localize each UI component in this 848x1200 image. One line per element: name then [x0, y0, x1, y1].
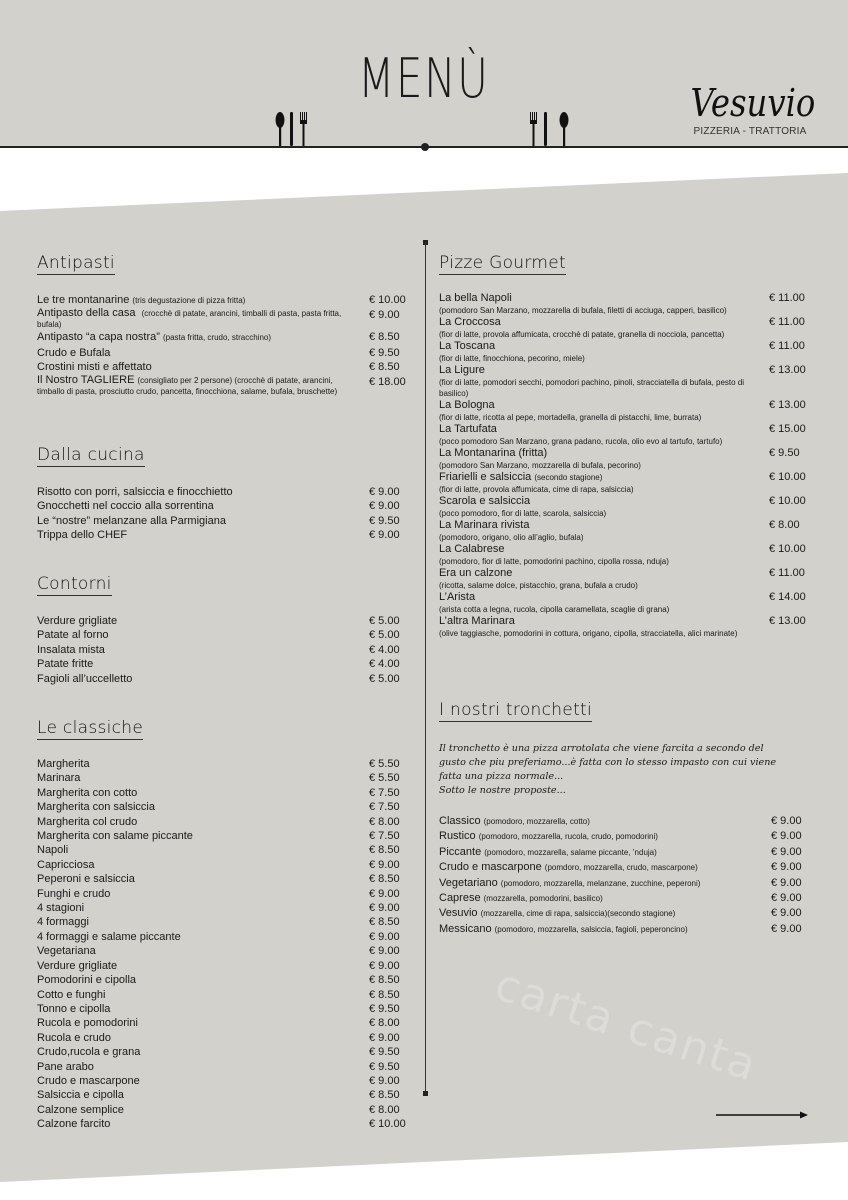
menu-item	[439, 829, 811, 844]
menu-item	[37, 1045, 409, 1059]
cutlery-left-icon	[272, 110, 318, 146]
item-price: € 9.50	[369, 514, 400, 527]
item-price: € 8.50	[369, 1089, 400, 1102]
item-name: Peperoni e salsiccia	[37, 873, 135, 886]
item-name: Le tre montanarine	[37, 294, 130, 306]
item-name: La Ligure	[439, 364, 485, 376]
item-name: 4 stagioni	[37, 902, 85, 915]
item-name: Funghi e crudo	[37, 887, 111, 900]
menu-item	[37, 1088, 409, 1102]
item-name: La Croccosa	[439, 316, 501, 328]
section-dalla-cucina	[37, 445, 409, 543]
section-title-pizze-gourmet: Pizze Gourmet	[439, 253, 566, 273]
item-name: Capricciosa	[37, 858, 95, 871]
menu-item	[37, 485, 409, 499]
item-name: Crudo e mascarpone	[37, 1074, 140, 1087]
item-ingredients: (pomodoro San Marzano, mozzarella di bufala, pecorino)	[439, 461, 641, 470]
item-name: Classico	[439, 815, 481, 827]
item-price: € 9.50	[769, 447, 800, 459]
item-price: € 8.00	[769, 519, 800, 531]
menu-item	[439, 860, 811, 875]
item-name: Salsiccia e cipolla	[37, 1089, 124, 1102]
menu-item	[37, 815, 409, 829]
item-name: Cotto e funghi	[37, 988, 106, 1001]
item-desc: (mozzarella, pomodorini, basilico)	[483, 894, 603, 904]
menu-item	[439, 814, 811, 829]
menu-item	[37, 1016, 409, 1030]
section-title-le-classiche: Le classiche	[37, 718, 144, 738]
page-title: MENÙ	[358, 47, 490, 110]
item-name: Margherita con salame piccante	[37, 830, 193, 843]
item-name: Patate fritte	[37, 658, 94, 671]
menu-item	[37, 858, 409, 872]
item-name: La bella Napoli	[439, 292, 512, 304]
menu-item	[37, 988, 409, 1002]
pizze-gourmet-list	[439, 292, 811, 639]
section-title-contorni: Contorni	[37, 574, 112, 594]
item-price: € 11.00	[769, 316, 805, 328]
item-name: Margherita col crudo	[37, 815, 138, 828]
section-title-dalla-cucina: Dalla cucina	[37, 445, 145, 465]
section-tronchetti	[439, 700, 811, 937]
section-contorni	[37, 574, 409, 686]
item-desc: (pomodoro, mozzarella, salame piccante, ’nduja)	[484, 847, 657, 857]
item-price: € 7.50	[369, 801, 400, 814]
item-ingredients: (fior di latte, pomodori secchi, pomodori pachino, pinoli, stracciatella di bufala, pesto di basilico)	[439, 378, 745, 398]
menu-item	[37, 293, 409, 308]
menu-item	[439, 891, 811, 906]
item-price: € 9.00	[771, 892, 802, 905]
menu-item	[439, 399, 811, 423]
item-ingredients: (fior di latte, provola affumicata, cime di rapa, salsiccia)	[439, 485, 634, 494]
menu-item	[37, 887, 409, 901]
menu-item	[37, 614, 409, 628]
menu-item	[439, 447, 811, 471]
item-name: Vesuvio	[439, 907, 478, 920]
menu-item	[37, 1060, 409, 1074]
item-name: Margherita con cotto	[37, 786, 138, 799]
item-name: Rustico	[439, 830, 476, 843]
menu-item	[439, 340, 811, 364]
item-price: € 9.50	[369, 1060, 400, 1073]
brand-name: Vesuvio	[690, 81, 816, 125]
menu-item	[439, 591, 811, 615]
item-name: Le “nostre” melanzane alla Parmigiana	[37, 514, 226, 527]
item-price: € 9.00	[771, 922, 802, 935]
item-name: Fagioli all’uccelletto	[37, 672, 133, 685]
menu-item	[37, 528, 409, 542]
item-name: Risotto con porri, salsiccia e finocchietto	[37, 486, 233, 498]
item-price: € 9.00	[771, 830, 802, 843]
menu-item	[37, 1031, 409, 1045]
menu-item	[37, 657, 409, 671]
divider-bottom-cap	[423, 1091, 428, 1096]
item-name: Crudo,rucola e grana	[37, 1046, 141, 1059]
item-price: € 8.50	[369, 916, 400, 929]
section-le-classiche	[37, 718, 409, 1132]
item-price: € 8.00	[369, 1017, 400, 1030]
item-price: € 5.00	[369, 615, 400, 627]
menu-item	[439, 906, 811, 921]
menu-item	[37, 1117, 409, 1131]
item-price: € 10.00	[769, 543, 806, 555]
item-price: € 5.50	[369, 772, 400, 785]
item-price: € 9.00	[771, 876, 802, 889]
menu-item	[439, 845, 811, 860]
menu-item	[37, 672, 409, 686]
item-note: (secondo stagione)	[534, 473, 603, 482]
item-price: € 9.00	[369, 930, 400, 943]
item-price: € 10.00	[369, 294, 406, 306]
brand-logo	[680, 81, 820, 137]
item-name: Vegetariana	[37, 945, 96, 958]
item-name: Antipasto della casa	[37, 307, 136, 320]
item-price: € 11.00	[769, 340, 805, 352]
item-name: La Bologna	[439, 399, 495, 411]
item-desc: (pomodoro, mozzarella, rucola, crudo, pomodorini)	[478, 832, 658, 842]
antipasti-list	[37, 293, 409, 397]
menu-item	[37, 1074, 409, 1088]
menu-item	[37, 1103, 409, 1117]
item-name: La Marinara rivista	[439, 519, 530, 531]
item-name: Margherita con salsiccia	[37, 801, 155, 814]
item-price: € 7.50	[369, 786, 400, 799]
dalla-cucina-list	[37, 485, 409, 543]
menu-item	[37, 843, 409, 857]
menu-item	[37, 757, 409, 771]
menu-item	[439, 615, 811, 639]
item-name: Caprese	[439, 892, 481, 905]
menu-item	[439, 471, 811, 495]
item-price: € 11.00	[769, 292, 805, 304]
item-name: La Calabrese	[439, 543, 505, 555]
item-name: Pomodorini e cipolla	[37, 974, 137, 987]
item-price: € 9.50	[369, 1002, 400, 1015]
item-name: La Tartufata	[439, 423, 497, 435]
item-price: € 9.00	[369, 902, 400, 915]
item-price: € 5.00	[369, 672, 400, 685]
menu-item	[439, 423, 811, 447]
item-name: Margherita	[37, 758, 90, 770]
item-name: 4 formaggi	[37, 916, 89, 929]
section-pizze-gourmet	[439, 253, 811, 639]
section-antipasti	[37, 253, 409, 397]
item-ingredients: (fior di latte, provola affumicata, crocchè di patate, granella di nocciola, pancetta)	[439, 330, 725, 339]
item-name: Antipasto “a capa nostra”	[37, 331, 160, 344]
menu-item	[37, 973, 409, 987]
menu-item	[37, 771, 409, 785]
item-desc: (pomodoro, mozzarella, cotto)	[483, 817, 590, 826]
menu-item	[37, 786, 409, 800]
item-name: Crudo e mascarpone	[439, 861, 542, 874]
tronchetti-intro-note: Sotto le nostre proposte...	[439, 785, 566, 796]
menu-item	[37, 360, 409, 374]
item-name: Calzone semplice	[37, 1103, 124, 1116]
item-name: La Montanarina (fritta)	[439, 447, 548, 459]
item-name: Verdure grigliate	[37, 615, 118, 627]
item-price: € 9.50	[369, 1046, 400, 1059]
item-price: € 13.00	[769, 364, 806, 376]
item-ingredients: (pomodoro, origano, olio all’aglio, bufala)	[439, 533, 584, 542]
item-name: Crudo e Bufala	[37, 346, 111, 359]
item-price: € 7.50	[369, 830, 400, 843]
item-desc: (crocchè di patate, arancini, timballi di pasta, pasta fritta, bufala)	[37, 309, 342, 330]
item-price: € 9.00	[369, 500, 400, 513]
item-price: € 8.50	[369, 844, 400, 857]
item-price: € 9.00	[369, 858, 400, 871]
item-desc: (tris degustazione di pizza fritta)	[132, 296, 246, 305]
item-price: € 9.00	[369, 309, 400, 322]
section-title-antipasti: Antipasti	[37, 253, 115, 273]
brand-subtitle: PIZZERIA - TRATTORIA	[693, 126, 807, 137]
item-price: € 8.50	[369, 331, 400, 344]
item-price: € 9.00	[369, 486, 400, 498]
item-price: € 5.50	[369, 758, 400, 770]
item-price: € 4.00	[369, 643, 400, 656]
menu-item	[37, 643, 409, 657]
menu-item	[439, 922, 811, 937]
tronchetti-list	[439, 814, 811, 937]
menu-item	[37, 514, 409, 528]
item-price: € 14.00	[769, 591, 806, 603]
item-name: L’Arista	[439, 591, 476, 603]
menu-item	[439, 292, 811, 316]
item-name: 4 formaggi e salame piccante	[37, 930, 181, 943]
item-price: € 8.50	[369, 873, 400, 886]
item-name: Trippa dello CHEF	[37, 529, 128, 542]
item-name: Scarola e salsiccia	[439, 495, 531, 507]
item-name: Calzone farcito	[37, 1118, 111, 1131]
item-name: Napoli	[37, 844, 69, 857]
item-price: € 11.00	[769, 567, 805, 579]
item-ingredients: (poco pomodoro San Marzano, grana padano, rucola, olio evo al tartufo, tartufo)	[439, 437, 723, 446]
section-title-tronchetti: I nostri tronchetti	[439, 700, 593, 720]
menu-item	[37, 330, 409, 345]
item-desc: (consigliato per 2 persone) (crocchè di patate, arancini, timballo di pasta, prosciutto crudo, pancetta, finocchiona, salame, bufala, bruschette)	[37, 375, 338, 396]
item-price: € 9.00	[369, 1031, 400, 1044]
item-desc: (pomdoro, mozzarella, crudo, mascarpone)	[544, 863, 698, 873]
next-page-arrow-icon[interactable]	[716, 1110, 808, 1120]
menu-item	[37, 829, 409, 843]
item-name: Rucola e crudo	[37, 1031, 111, 1044]
item-price: € 9.00	[369, 1074, 400, 1087]
item-name: Patate al forno	[37, 629, 109, 642]
item-price: € 9.00	[771, 907, 802, 920]
item-ingredients: (pomodoro San Marzano, mozzarella di bufala, filetti di acciuga, capperi, basilico)	[439, 306, 727, 315]
item-name: Pane arabo	[37, 1060, 94, 1073]
item-name: La Toscana	[439, 340, 496, 352]
item-price: € 10.00	[769, 471, 806, 483]
item-price: € 9.00	[771, 815, 802, 827]
item-name: L’altra Marinara	[439, 615, 515, 627]
item-price: € 9.00	[369, 529, 400, 542]
item-name: Crostini misti e affettato	[37, 361, 152, 374]
item-name: Tonno e cipolla	[37, 1002, 111, 1015]
item-price: € 9.50	[369, 346, 400, 359]
item-name: Insalata mista	[37, 643, 105, 656]
item-name: Vegetariano	[439, 876, 498, 889]
item-price: € 4.00	[369, 658, 400, 671]
item-price: € 10.00	[769, 495, 806, 507]
menu-item	[37, 308, 409, 330]
menu-item	[37, 930, 409, 944]
item-name: Verdure grigliate	[37, 959, 118, 972]
menu-item	[439, 364, 811, 399]
tronchetti-intro	[439, 742, 779, 798]
menu-item	[37, 1002, 409, 1016]
item-price: € 10.00	[369, 1118, 406, 1131]
item-price: € 8.00	[369, 815, 400, 828]
menu-item	[439, 543, 811, 567]
le-classiche-list	[37, 757, 409, 1132]
item-ingredients: (fior di latte, finocchiona, pecorino, miele)	[439, 354, 585, 363]
item-desc: (pomodoro, mozzarella, melanzane, zucchine, peperoni)	[500, 878, 701, 888]
menu-item	[37, 959, 409, 973]
item-ingredients: (olive taggiasche, pomodorini in cottura, origano, cipolla, stracciatella, alici marinate)	[439, 629, 738, 638]
item-ingredients: (arista cotta a legna, rucola, cipolla caramellata, scaglie di grana)	[439, 605, 670, 614]
column-divider	[425, 242, 426, 1094]
item-price: € 9.00	[369, 945, 400, 958]
item-price: € 8.50	[369, 974, 400, 987]
menu-item	[37, 872, 409, 886]
item-ingredients: (fior di latte, ricotta al pepe, mortadella, granella di pistacchi, lime, burrata)	[439, 413, 702, 422]
item-price: € 9.00	[369, 887, 400, 900]
item-price: € 18.00	[369, 375, 406, 388]
menu-item	[37, 901, 409, 915]
item-desc: (mozzarella, cime di rapa, salsiccia)(secondo stagione)	[480, 909, 676, 919]
item-price: € 15.00	[769, 423, 806, 435]
cutlery-right-icon	[528, 110, 574, 146]
menu-item	[439, 316, 811, 340]
contorni-list	[37, 614, 409, 686]
item-price: € 13.00	[769, 615, 806, 627]
menu-item	[37, 800, 409, 814]
menu-item	[37, 346, 409, 360]
item-price: € 5.00	[369, 629, 400, 642]
menu-item	[37, 499, 409, 513]
item-ingredients: (poco pomodoro, fior di latte, scarola, salsiccia)	[439, 509, 607, 518]
item-name: Gnocchetti nel coccio alla sorrentina	[37, 500, 214, 513]
item-price: € 8.50	[369, 361, 400, 374]
menu-item	[439, 519, 811, 543]
item-name: Piccante	[439, 845, 482, 858]
item-name: Messicano	[439, 922, 492, 935]
item-name: Friarielli e salsiccia	[439, 471, 532, 483]
item-price: € 9.00	[771, 861, 802, 874]
item-name: Marinara	[37, 772, 81, 785]
item-desc: (pasta fritta, crudo, stracchino)	[162, 333, 272, 343]
item-price: € 9.00	[771, 845, 802, 858]
menu-item	[439, 567, 811, 591]
menu-item	[37, 944, 409, 958]
item-ingredients: (ricotta, salame dolce, pistacchio, grana, bufala a crudo)	[439, 581, 638, 590]
menu-item	[439, 876, 811, 891]
item-desc: (pomodoro, mozzarella, salsiccia, fagioli, peperoncino)	[494, 924, 688, 934]
item-name: Il Nostro TAGLIERE	[37, 373, 135, 386]
item-name: Rucola e pomodorini	[37, 1017, 138, 1030]
tronchetti-intro-text: Il tronchetto è una pizza arrotolata che viene farcita a secondo del gusto che piu preferiamo...è fatta con lo stesso impasto con cui viene fatta una pizza normale...	[439, 743, 777, 782]
item-price: € 13.00	[769, 399, 806, 411]
menu-item	[37, 915, 409, 929]
item-price: € 9.00	[369, 959, 400, 972]
menu-item	[439, 495, 811, 519]
menu-item	[37, 628, 409, 642]
watermark: carta canta	[488, 959, 764, 1092]
header-rule-dot	[421, 143, 429, 151]
menu-item	[37, 375, 409, 397]
item-ingredients: (pomodoro, fior di latte, pomodorini pachino, cipolla rossa, nduja)	[439, 557, 669, 566]
item-price: € 8.00	[369, 1103, 400, 1116]
item-name: Era un calzone	[439, 567, 513, 579]
item-price: € 8.50	[369, 988, 400, 1001]
